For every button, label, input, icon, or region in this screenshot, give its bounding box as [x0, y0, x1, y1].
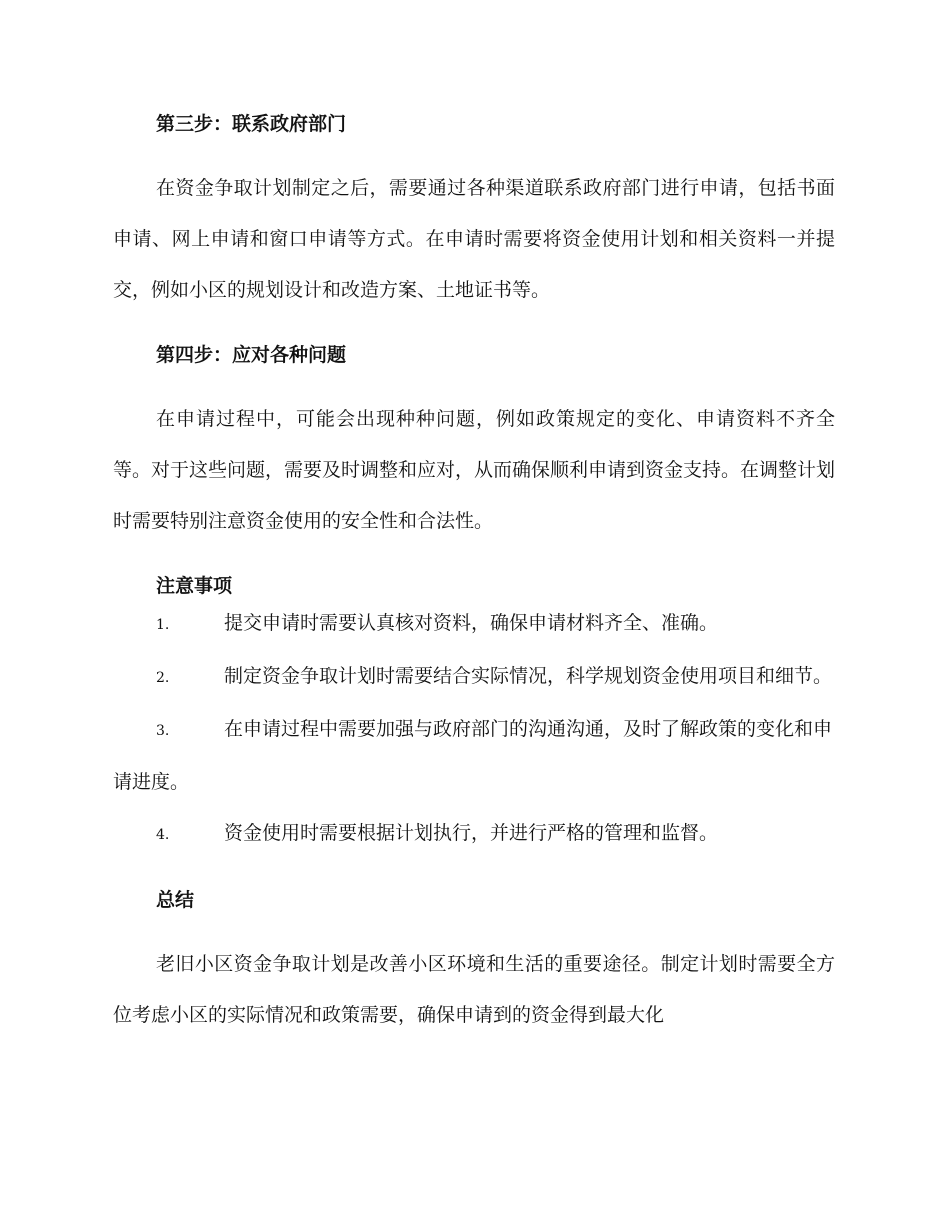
summary-body: 老旧小区资金争取计划是改善小区环境和生活的重要途径。制定计划时需要全方位考虑小区的实际情况和政策需要，确保申请到的资金得到最大化: [113, 953, 835, 1026]
notes-item-number: 1.: [156, 617, 170, 633]
notes-item-number: 4.: [156, 827, 170, 843]
step4-body: 在申请过程中，可能会出现种种问题，例如政策规定的变化、申请资料不齐全等。对于这些问题，需要及时调整和应对，从而确保顺利申请到资金支持。在调整计划时需要特别注意资金使用的安全性和合法性。: [113, 408, 836, 532]
notes-item-text: 资金使用时需要根据计划执行，并进行严格的管理和监督。: [224, 822, 719, 844]
notes-item-number: 2.: [156, 670, 170, 686]
notes-heading: 注意事项: [156, 575, 233, 597]
notes-item-1: [113, 598, 835, 651]
step4-heading: 第四步：应对各种问题: [156, 344, 347, 366]
step3-body: 在资金争取计划制定之后，需要通过各种渠道联系政府部门进行申请，包括书面申请、网上申请和窗口申请等方式。在申请时需要将资金使用计划和相关资料一并提交，例如小区的规划设计和改造方案、土地证书等。: [113, 177, 835, 301]
notes-item-text: 制定资金争取计划时需要结合实际情况，科学规划资金使用项目和细节。: [224, 665, 833, 687]
document-content: [113, 112, 835, 1041]
notes-list: [113, 598, 835, 861]
notes-item-4: [113, 808, 835, 861]
notes-item-2: [113, 651, 835, 704]
notes-item-3: [113, 704, 835, 808]
notes-item-text: 提交申请时需要认真核对资料，确保申请材料齐全、准确。: [224, 612, 719, 634]
notes-item-text: 在申请过程中需要加强与政府部门的沟通沟通，及时了解政策的变化和申请进度。: [113, 718, 833, 793]
notes-item-number: 3.: [156, 723, 170, 739]
step3-heading: 第三步：联系政府部门: [156, 113, 347, 135]
summary-heading: 总结: [156, 889, 195, 911]
